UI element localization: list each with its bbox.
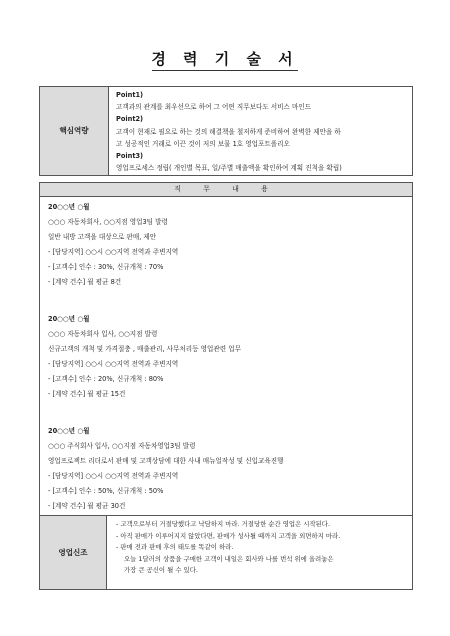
motto-line: 가장 큰 공신이 될 수 있다. bbox=[124, 566, 198, 574]
duty-header-label: 직 무 내 용 bbox=[174, 185, 278, 193]
career-entry-line: - [담당지역] ○○시 ○○지역 전역과 주변지역 bbox=[48, 472, 179, 480]
page-title: 경 력 기 술 서 bbox=[151, 50, 299, 68]
duty-content bbox=[48, 200, 404, 514]
career-entry-line: - [계약 건수] 월 평균 30건 bbox=[48, 502, 126, 510]
career-entry bbox=[48, 424, 404, 514]
duty-section bbox=[39, 182, 413, 590]
competency-point-heading: Point2) bbox=[116, 115, 144, 124]
duty-header bbox=[40, 183, 412, 197]
career-entry-line: - [고객수] 인수 : 30%, 신규개척 : 70% bbox=[48, 263, 164, 271]
career-entry-line: ○○○ 자동차회사, ○○지점 영업3팀 발령 bbox=[48, 218, 168, 226]
career-entry-date: 20○○년 ○월 bbox=[48, 315, 90, 323]
motto-line: 오늘 1달러의 상품을 구매한 고객이 내일은 회사와 나를 번석 위에 올려놓은 bbox=[124, 554, 334, 563]
career-entry-date: 20○○년 ○월 bbox=[48, 427, 90, 435]
motto-line: - 아직 판매가 이루어지지 않았다면, 판매가 성사될 때까지 고객을 외면하지 마라. bbox=[116, 531, 341, 540]
career-entry-line: - [담당지역] ○○시 ○○지역 전역과 주변지역 bbox=[48, 360, 179, 368]
career-entry-line: 신규고객의 개척 및 가격절충 , 매출관리, 사무처리등 영업관련 업무 bbox=[48, 345, 241, 353]
career-entry-line: - [고객수] 인수 : 50%, 신규개척 : 50% bbox=[48, 487, 164, 495]
career-entry-line: 일반 내방 고객을 대상으로 판매, 제안 bbox=[48, 233, 157, 241]
competency-point-text: 고객과의 관계를 최우선으로 하여 그 어떤 직무보다도 서비스 마인드 bbox=[116, 103, 312, 112]
competency-label: 핵심역량 bbox=[59, 126, 89, 135]
motto-content bbox=[116, 519, 406, 577]
career-entry bbox=[48, 312, 404, 402]
entry-spacer bbox=[48, 402, 404, 424]
career-entry-line: ○○○ 주식회사 입사, ○○지점 자동차영업3팀 발령 bbox=[48, 442, 196, 450]
career-entry-line: 영업프로젝트 리더로서 판매 및 고객상담에 대한 사내 매뉴얼작성 및 신입교육진행 bbox=[48, 457, 284, 465]
competency-point-text: 고객이 현재로 필요로 하는 것의 해결책을 철저하게 준비하여 완벽한 제안을 하 bbox=[116, 127, 341, 136]
competency-content bbox=[116, 89, 408, 174]
career-entry-line: - [담당지역] ○○시 ○○지역 전역과 주변지역 bbox=[48, 248, 179, 256]
entry-spacer bbox=[48, 290, 404, 312]
career-entry-date: 20○○년 ○월 bbox=[48, 203, 90, 211]
competency-section bbox=[39, 86, 413, 176]
motto-label: 영업신조 bbox=[58, 548, 88, 557]
competency-label-cell bbox=[40, 87, 109, 175]
competency-point-text: 고 성공적인 거래로 이끈 것이 저의 보물 1호 영업포트폴리오 bbox=[116, 139, 290, 148]
career-entry bbox=[48, 200, 404, 290]
title-underline bbox=[152, 70, 298, 71]
career-entry-line: - [계약 건수] 월 평균 15건 bbox=[48, 390, 126, 398]
motto-line: - 고객으로부터 거절당했다고 낙담하지 마라. 거절당한 순간 영업은 시작된다. bbox=[116, 520, 330, 528]
career-entry-line: - [계약 건수] 월 평균 8건 bbox=[48, 278, 122, 286]
competency-point-text: 영업프로세스 정립( 개인별 목표, 일/주별 매출액을 확인하여 계획 진척을 확립) bbox=[116, 164, 342, 173]
competency-point-heading: Point1) bbox=[116, 91, 144, 99]
career-entry-line: - [고객수] 인수 : 20%, 신규개척 : 80% bbox=[48, 375, 164, 383]
motto-line: - 판매 전과 판매 후의 태도를 똑같이 하라. bbox=[116, 543, 234, 551]
career-entry-line: ○○○ 자동차회사 입사, ○○지점 발령 bbox=[48, 330, 158, 338]
competency-point-heading: Point3) bbox=[116, 152, 144, 161]
motto-label-cell bbox=[40, 516, 107, 589]
